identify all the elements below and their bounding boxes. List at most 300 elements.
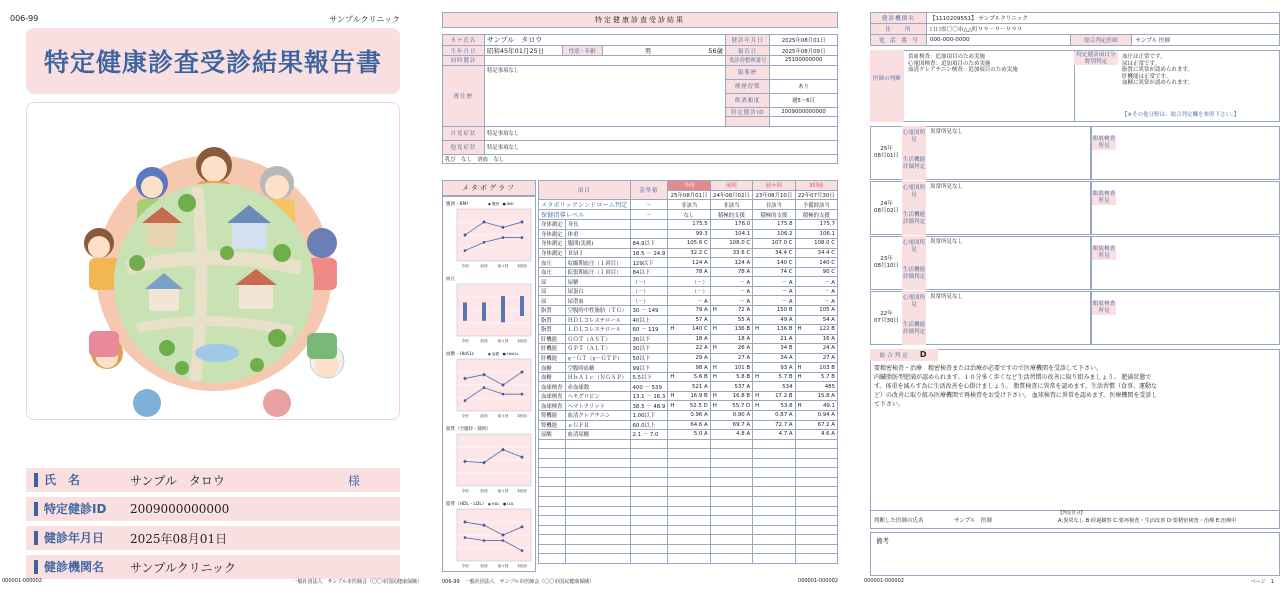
class-text: A:異常なし B:経過観察 C:要再検査・生活改善 D:要精密検査・治療 E:治療中 [1058, 518, 1237, 524]
lab-value: 0.90 A [732, 412, 751, 419]
empty-cell [539, 535, 566, 545]
empty-cell [668, 487, 710, 497]
round-date: 25年08月01日 [668, 190, 710, 200]
detail-label: 特定健診項目分野別判定 [1074, 52, 1118, 65]
lab-value-cell [668, 391, 710, 401]
medication-value [770, 65, 838, 79]
blank-label [726, 117, 770, 127]
lab-flag: H [712, 345, 717, 352]
lab-value-cell [753, 306, 795, 316]
birth-label: 生年月日 [443, 46, 485, 56]
history-label: 既往歴 [443, 65, 485, 126]
lab-value: － A [739, 279, 751, 286]
lab-value-cell [795, 286, 837, 296]
empty-cell [630, 449, 668, 459]
lab-value: － A [781, 289, 793, 296]
lab-flag: H [712, 402, 717, 409]
lab-standard: 40以上 [630, 315, 668, 325]
empty-cell [753, 449, 795, 459]
empty-cell [630, 516, 668, 526]
lab-category: 血糖 [539, 363, 566, 373]
graph-legend: ◆ 血糖 ● HbA1c [488, 352, 519, 356]
round-date: 22年07月30日 [795, 190, 837, 200]
lab-value-cell [753, 325, 795, 335]
lab-value: 105 A [819, 307, 835, 314]
guidance-row [539, 210, 838, 220]
lab-value: 124 A [734, 259, 751, 266]
empty-cell [539, 516, 566, 526]
lab-name: γ－ＧＴ（γ－ＧＴＰ） [565, 353, 630, 363]
lab-name: 血清尿酸 [565, 430, 630, 440]
lab-value-cell [710, 220, 752, 230]
lab-value: 124 A [692, 259, 708, 266]
lab-standard: 5.5以下 [630, 372, 668, 382]
lab-value: － A [696, 298, 708, 305]
history-date: 22年 07月30日 [874, 311, 899, 324]
empty-cell [565, 544, 630, 554]
empty-cell [539, 449, 566, 459]
lab-value-cell [753, 286, 795, 296]
lab-category: 尿酸 [539, 430, 566, 440]
lab-value: 16.8 B [732, 393, 751, 400]
sex-value: 男 [644, 47, 652, 55]
lab-row [539, 420, 838, 430]
lab-value-cell [668, 277, 710, 287]
lab-value-cell [795, 220, 837, 230]
graph-tick: 3回前 [517, 414, 527, 418]
graph-tick: 今回 [461, 564, 469, 568]
empty-cell [668, 449, 710, 459]
lab-category: 血球検査 [539, 391, 566, 401]
lab-value-cell [668, 306, 710, 316]
empty-cell [710, 468, 752, 478]
lab-row [539, 391, 838, 401]
lab-value: 34 A [780, 355, 793, 362]
lab-value: 4.6 A [821, 431, 835, 438]
graph-point [464, 399, 467, 402]
lab-value-cell [753, 248, 795, 258]
empty-cell [668, 525, 710, 535]
lab-value: － A [824, 279, 835, 286]
lab-standard: 84以下 [630, 267, 668, 277]
graph-point [521, 236, 524, 239]
lab-value: － A [781, 279, 793, 286]
lab-row [539, 286, 838, 296]
empty-cell [753, 468, 795, 478]
lab-value-cell [710, 248, 752, 258]
lab-value-cell [710, 391, 752, 401]
lab-value-cell [795, 296, 837, 306]
lab-name: ＨｂＡ１ｃ（ＮＧＳＰ） [565, 372, 630, 382]
lab-value-cell [710, 286, 752, 296]
lab-standard: 50以下 [630, 353, 668, 363]
cover-info-row [26, 555, 400, 579]
empty-row [539, 468, 838, 478]
empty-cell [753, 506, 795, 516]
empty-cell [630, 535, 668, 545]
lab-value: 108.0 C [814, 240, 835, 247]
history-divider [1090, 126, 1092, 180]
lab-value: 150 B [776, 307, 793, 314]
page1-footer-org: 一般社団法人 サンプル市医師会（〇〇市国民健康保険） [292, 579, 422, 585]
graph-legend: ◆ HDL ● LDL [488, 502, 515, 506]
empty-cell [630, 554, 668, 564]
graph-point [464, 249, 467, 252]
lab-value: 136 B [776, 326, 793, 333]
empty-cell [753, 516, 795, 526]
lab-value: 18 A [695, 335, 708, 342]
metabo-graph-panel [442, 196, 536, 572]
report-date-label: 報告日 [726, 46, 770, 56]
lab-category: 血糖 [539, 372, 566, 382]
lab-name: 身長 [565, 220, 630, 230]
lab-value: 22 A [695, 345, 708, 352]
guidance-row-std: － [630, 210, 668, 220]
kana-value: サンプル タロウ [484, 35, 725, 46]
empty-cell [710, 506, 752, 516]
lab-flag: H [670, 402, 675, 409]
empty-cell [565, 506, 630, 516]
lab-value: 90 C [822, 269, 835, 276]
lab-value-cell [710, 353, 752, 363]
judgement-text: 貧血検査：追加項目のため実施 心電図検査：追加項目のため実施 血清クレアチニン検査：追加項目のため実施 [908, 54, 1018, 74]
empty-cell [565, 477, 630, 487]
lab-standard: 13.1 － 16.3 [630, 391, 668, 401]
graph-point [483, 386, 486, 389]
lab-value-cell [795, 363, 837, 373]
cover-info-row [26, 497, 400, 521]
lab-standard: （－） [630, 277, 668, 287]
lab-standard: 129以下 [630, 258, 668, 268]
sex-age-value [602, 46, 725, 56]
empty-cell [539, 439, 566, 449]
lab-value: 175.7 [819, 221, 835, 228]
lab-row [539, 325, 838, 335]
overall-label-wrap [870, 349, 938, 361]
history-divider [1090, 181, 1092, 235]
lab-row [539, 267, 838, 277]
graph-tick: 3回前 [517, 489, 527, 493]
ecg-value: 異常所見なし [930, 129, 964, 135]
lab-value-cell [753, 420, 795, 430]
graph-tick: 前々回 [497, 564, 509, 568]
lab-value: 5.6 B [693, 374, 708, 381]
lab-name: ヘマトクリット [565, 401, 630, 411]
metabo-graph-title: メタボグラフ [442, 180, 536, 196]
item-header: 項目 [539, 181, 631, 200]
empty-row [539, 544, 838, 554]
graph-tick: 3回前 [517, 339, 527, 343]
lab-flag: H [712, 374, 717, 381]
lab-category: 肝機能 [539, 344, 566, 354]
lab-value: 15.8 A [817, 393, 835, 400]
lab-value-cell [753, 391, 795, 401]
life-label: 生活機能評価判定 [902, 208, 926, 235]
lab-value: （－） [691, 289, 708, 296]
results-page [432, 0, 842, 603]
lab-row [539, 401, 838, 411]
graph-title: 脂質（HDL・LDL） [446, 502, 487, 507]
clinic-header: サンプルクリニック [329, 15, 400, 24]
empty-cell [710, 458, 752, 468]
empty-cell [539, 458, 566, 468]
ecg-value: 異常所見なし [930, 294, 964, 300]
lab-value: 17.2 B [775, 393, 793, 400]
empty-cell [630, 496, 668, 506]
empty-cell [795, 544, 837, 554]
lab-name: ＧＯＴ（ＡＳＴ） [565, 334, 630, 344]
lab-value-cell [795, 334, 837, 344]
lab-value: 53.8 [780, 402, 793, 409]
lab-value-cell [668, 315, 710, 325]
lab-value: 55 A [737, 316, 751, 323]
lab-flag: H [712, 364, 717, 371]
remarks-box [870, 532, 1280, 576]
lab-flag: H [755, 374, 760, 381]
empty-cell [753, 535, 795, 545]
lab-value: 18 A [737, 335, 751, 342]
ecg-label: 心電図所見 [902, 291, 926, 318]
empty-cell [630, 439, 668, 449]
lab-value-cell [710, 401, 752, 411]
subjective-label: 自覚症状 [443, 126, 485, 140]
lab-value: 107.0 C [771, 240, 793, 247]
lab-value-cell [753, 430, 795, 440]
empty-cell [668, 496, 710, 506]
guidance-row-value: なし [668, 210, 710, 220]
empty-cell [795, 468, 837, 478]
lab-value-cell [710, 229, 752, 239]
empty-cell [795, 477, 837, 487]
lab-standard: 400 － 539 [630, 382, 668, 392]
empty-cell [795, 487, 837, 497]
empty-cell [630, 487, 668, 497]
blank-value [770, 117, 838, 127]
history-date: 24年 08月02日 [874, 201, 899, 214]
lab-name: ＢＭＩ [565, 248, 630, 258]
class-label: 【判定区分】 [1058, 511, 1085, 516]
empty-cell [753, 554, 795, 564]
lab-value: 106.2 [777, 230, 793, 237]
lab-row [539, 344, 838, 354]
empty-cell [710, 477, 752, 487]
lab-flag: H [712, 393, 717, 400]
kana-label: カナ氏名 [443, 35, 485, 46]
graph-tick: 今回 [461, 264, 469, 268]
lab-value: 98 A [695, 364, 708, 371]
lab-category: 尿 [539, 296, 566, 306]
empty-cell [539, 477, 566, 487]
address-value: 口口県〇〇市△△町９９－９－９９９ [926, 24, 1279, 35]
lab-value: 52.5 D [689, 402, 708, 409]
lab-value-cell [753, 353, 795, 363]
lab-value-cell [795, 344, 837, 354]
overall-doctor-label: 総合判定医師 [1070, 35, 1132, 46]
graph-tick: 今回 [461, 489, 469, 493]
cover-info-suffix: 様 [347, 473, 360, 488]
lab-row [539, 239, 838, 249]
empty-cell [565, 554, 630, 564]
lab-value-cell [795, 325, 837, 335]
report-title-banner [26, 28, 400, 94]
lab-value: 24 A [822, 345, 835, 352]
empty-cell [668, 477, 710, 487]
empty-cell [795, 516, 837, 526]
remarks-label: 備考 [876, 537, 889, 545]
empty-row [539, 449, 838, 459]
lab-flag: H [797, 402, 802, 409]
detail-note: 【※その他分野は、総合判定欄を参照下さい。】 [1122, 112, 1240, 118]
lab-value-cell [710, 344, 752, 354]
graph-tick: 前回 [480, 489, 488, 493]
lab-value-cell [668, 401, 710, 411]
lab-value: 78 A [737, 269, 751, 276]
lab-category: 脂質 [539, 315, 566, 325]
round-header: 3回前 [795, 181, 837, 191]
lab-value-cell [710, 334, 752, 344]
empty-cell [668, 439, 710, 449]
lab-standard: 1.00以下 [630, 411, 668, 421]
lab-category: 身体測定 [539, 248, 566, 258]
empty-cell [668, 544, 710, 554]
history-value: 特記事項なし [484, 65, 725, 126]
lab-category: 尿 [539, 277, 566, 287]
detail-text: 血圧は正常です。 尿は正常です。 脂質に異常が認められます。 肝機能は正常です。 血糖に異常が認められます。 [1122, 54, 1194, 87]
lab-value-cell [710, 277, 752, 287]
lab-value-cell [668, 382, 710, 392]
empty-cell [753, 544, 795, 554]
lab-category: 血球検査 [539, 382, 566, 392]
empty-cell [795, 506, 837, 516]
lab-value: 4.8 A [736, 431, 751, 438]
page3-footer-page: ページ 1 [1250, 579, 1274, 585]
empty-cell [710, 554, 752, 564]
lab-value: 72.7 A [775, 421, 793, 428]
life-label: 生活機能評価判定 [902, 318, 926, 345]
cover-info-label: 氏 名 [34, 473, 130, 487]
graph-title: 腹囲・BMI [446, 202, 468, 207]
graph-point [483, 539, 486, 542]
empty-cell [539, 496, 566, 506]
ecg-value: 異常所見なし [930, 239, 964, 245]
lab-value-cell [668, 353, 710, 363]
lab-value-cell [795, 267, 837, 277]
empty-cell [795, 458, 837, 468]
empty-cell [565, 525, 630, 535]
exam-date-value: 2025年08月01日 [770, 35, 838, 46]
lab-name: ＬＤＬコレステロール [565, 325, 630, 335]
lab-value: 5.8 B [736, 374, 751, 381]
empty-cell [539, 554, 566, 564]
lab-standard: 60 － 119 [630, 325, 668, 335]
lab-value-cell [753, 344, 795, 354]
cover-info-label: 健診機関名 [34, 560, 130, 574]
concurrent-exam-value [484, 56, 725, 66]
lab-value: 64.6 A [690, 421, 708, 428]
metabo-row-std: － [630, 200, 668, 210]
lab-flag: H [755, 326, 760, 333]
report-date-value: 2025年08月09日 [770, 46, 838, 56]
empty-cell [539, 506, 566, 516]
lab-value-cell [753, 382, 795, 392]
ecg-label: 心電図所見 [902, 236, 926, 263]
lab-value-cell [710, 315, 752, 325]
ecg-value: 異常所見なし [930, 184, 964, 190]
drinking-value: 週5～6日 [770, 93, 838, 107]
lab-value-cell [710, 430, 752, 440]
judge-doctor-value: サンプル 医師 [954, 518, 993, 524]
lab-flag: H [755, 393, 760, 400]
history-divider [1090, 236, 1092, 290]
lab-value-cell [710, 372, 752, 382]
overall-grade: D [919, 350, 929, 359]
lab-value-cell [753, 372, 795, 382]
lab-value-cell [795, 306, 837, 316]
smoking-value: あり [770, 79, 838, 93]
overall-label: 総合判定 [879, 353, 910, 359]
lab-category: 脂質 [539, 306, 566, 316]
lab-value: 67.2 A [817, 421, 835, 428]
lab-value: － A [739, 298, 751, 305]
bp-bar [482, 302, 486, 320]
empty-cell [753, 487, 795, 497]
lab-row [539, 277, 838, 287]
lab-value-cell [668, 325, 710, 335]
lab-value-cell [710, 325, 752, 335]
page3-footer-id: 000001-000002 [864, 578, 904, 584]
empty-row [539, 496, 838, 506]
lab-value-cell [753, 267, 795, 277]
metabo-row-value: 予備群該当 [795, 200, 837, 210]
empty-cell [565, 516, 630, 526]
empty-cell [630, 544, 668, 554]
round-header: 今回 [668, 181, 710, 191]
judge-doctor-label: 判断した医師の氏名 [874, 518, 924, 524]
lab-standard: 30以下 [630, 344, 668, 354]
lab-value-cell [795, 411, 837, 421]
lab-value: 34.4 C [817, 250, 835, 256]
lab-value-cell [795, 229, 837, 239]
empty-cell [539, 468, 566, 478]
graph-tick: 前々回 [497, 339, 509, 343]
lab-value: 140 C [819, 259, 835, 266]
cover-info-value: 2009000000000 [130, 502, 230, 516]
lab-value-cell [753, 334, 795, 344]
round-header: 前回 [710, 181, 752, 191]
lab-value: 5.0 A [693, 431, 708, 438]
empty-cell [753, 477, 795, 487]
lab-value-cell [795, 430, 837, 440]
lab-name: 尿糖 [565, 277, 630, 287]
lab-value-cell [753, 229, 795, 239]
drinking-label: 飲酒頻度 [726, 93, 770, 107]
empty-row [539, 535, 838, 545]
metabo-row [539, 200, 838, 210]
empty-cell [565, 439, 630, 449]
lab-value-cell [795, 420, 837, 430]
lab-value: 33.6 C [732, 250, 751, 256]
round-date: 23年08月10日 [753, 190, 795, 200]
lab-name: 収縮期血圧（１回目） [565, 258, 630, 268]
results-header-row [539, 181, 838, 191]
lab-value-cell [795, 353, 837, 363]
medication-label: 服薬歴 [726, 65, 770, 79]
lab-name: 赤血球数 [565, 382, 630, 392]
fundus-label: 眼底検査所見 [1092, 191, 1116, 204]
subjective-value: 特記事項なし [484, 126, 837, 140]
lab-value-cell [668, 258, 710, 268]
lab-value: 72 A [737, 307, 751, 314]
